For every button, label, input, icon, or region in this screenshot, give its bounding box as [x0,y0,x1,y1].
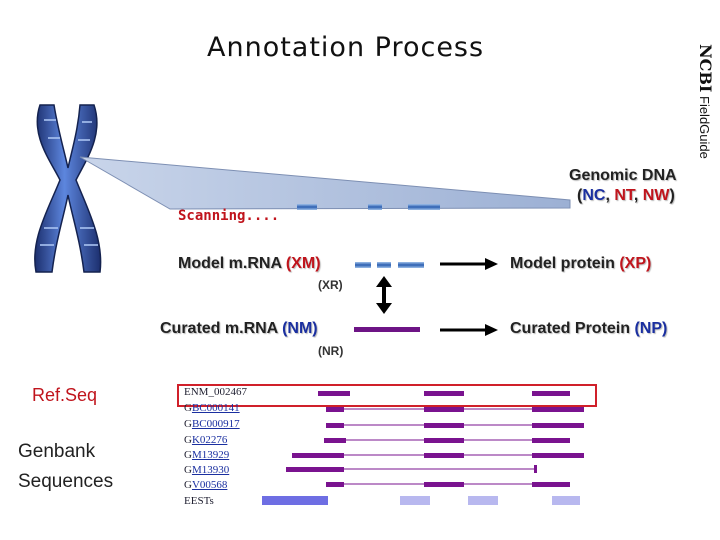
accession-prefix: G [184,464,192,476]
accession-row [184,479,227,491]
accession-prefix: G [184,449,192,461]
model-mrna-track [355,262,424,268]
alignment-tracks [262,391,584,505]
curated-protein-text: Curated Protein [510,320,631,337]
refseq-label: Ref.Seq [32,385,98,405]
scanning-label: Scanning.... [178,208,280,224]
accession-link[interactable]: M13929 [191,449,230,461]
genomic-dna-title: Genomic DNA [569,167,677,184]
chromosome-icon [35,105,101,272]
accession-id: ENM_002467 [184,386,247,398]
dna-exon [408,204,440,210]
accession-link[interactable]: BC000141 [191,402,240,414]
np-code: (NP) [634,320,668,337]
curated-protein-label [510,320,667,338]
accession-row [184,495,214,507]
accession-link[interactable]: BC000917 [191,418,240,430]
accession-link[interactable]: V00568 [191,479,228,491]
dna-exon [297,204,317,210]
ncbi-brand-sub: FieldGuide [697,96,712,159]
accession-prefix: G [184,418,192,430]
genomic-dna-label [569,166,677,206]
page-title: Annotation Process [207,32,485,63]
ncbi-brand-name: NCBI [696,44,715,93]
arrow-right-icon [440,258,498,270]
accession-prefix: G [184,402,192,414]
genomic-dna-close-paren: ) [669,187,675,204]
curated-mrna-bar [354,327,420,332]
dna-exon [368,204,382,210]
accession-row [184,449,229,461]
code-separator: , [633,187,643,204]
accession-prefix: G [184,479,192,491]
accession-id: ESTs [190,495,214,507]
model-mrna-text: Model m.RNA [178,255,282,272]
accession-row [184,386,247,398]
accession-row [184,418,240,430]
nc-code: NC [582,187,606,204]
genomic-dna-open-paren: ( [577,187,583,204]
curated-mrna-text: Curated m.RNA [160,320,278,337]
accession-prefix: G [184,434,192,446]
nm-code: (NM) [282,320,318,337]
model-protein-text: Model protein [510,255,615,272]
xr-label: (XR) [318,278,343,292]
nw-code: NW [642,187,670,204]
nr-label: (NR) [318,344,344,358]
genbank-label: Genbank Sequences [18,441,114,492]
accession-link[interactable]: M13930 [191,464,230,476]
curated-mrna-label [160,320,318,338]
code-separator: , [605,187,615,204]
accession-prefix: E [184,495,191,507]
arrow-right-icon [440,324,498,336]
accession-row [184,402,240,414]
xp-code: (XP) [619,255,652,272]
double-arrow-icon [376,276,392,314]
model-mrna-label [178,255,321,273]
accession-row [184,434,227,446]
accession-link[interactable]: K02276 [191,434,228,446]
nt-code: NT [614,187,634,204]
xm-code: (XM) [285,255,321,272]
model-protein-label [510,255,651,273]
accession-row [184,464,229,476]
genomic-dna-band [80,157,570,209]
